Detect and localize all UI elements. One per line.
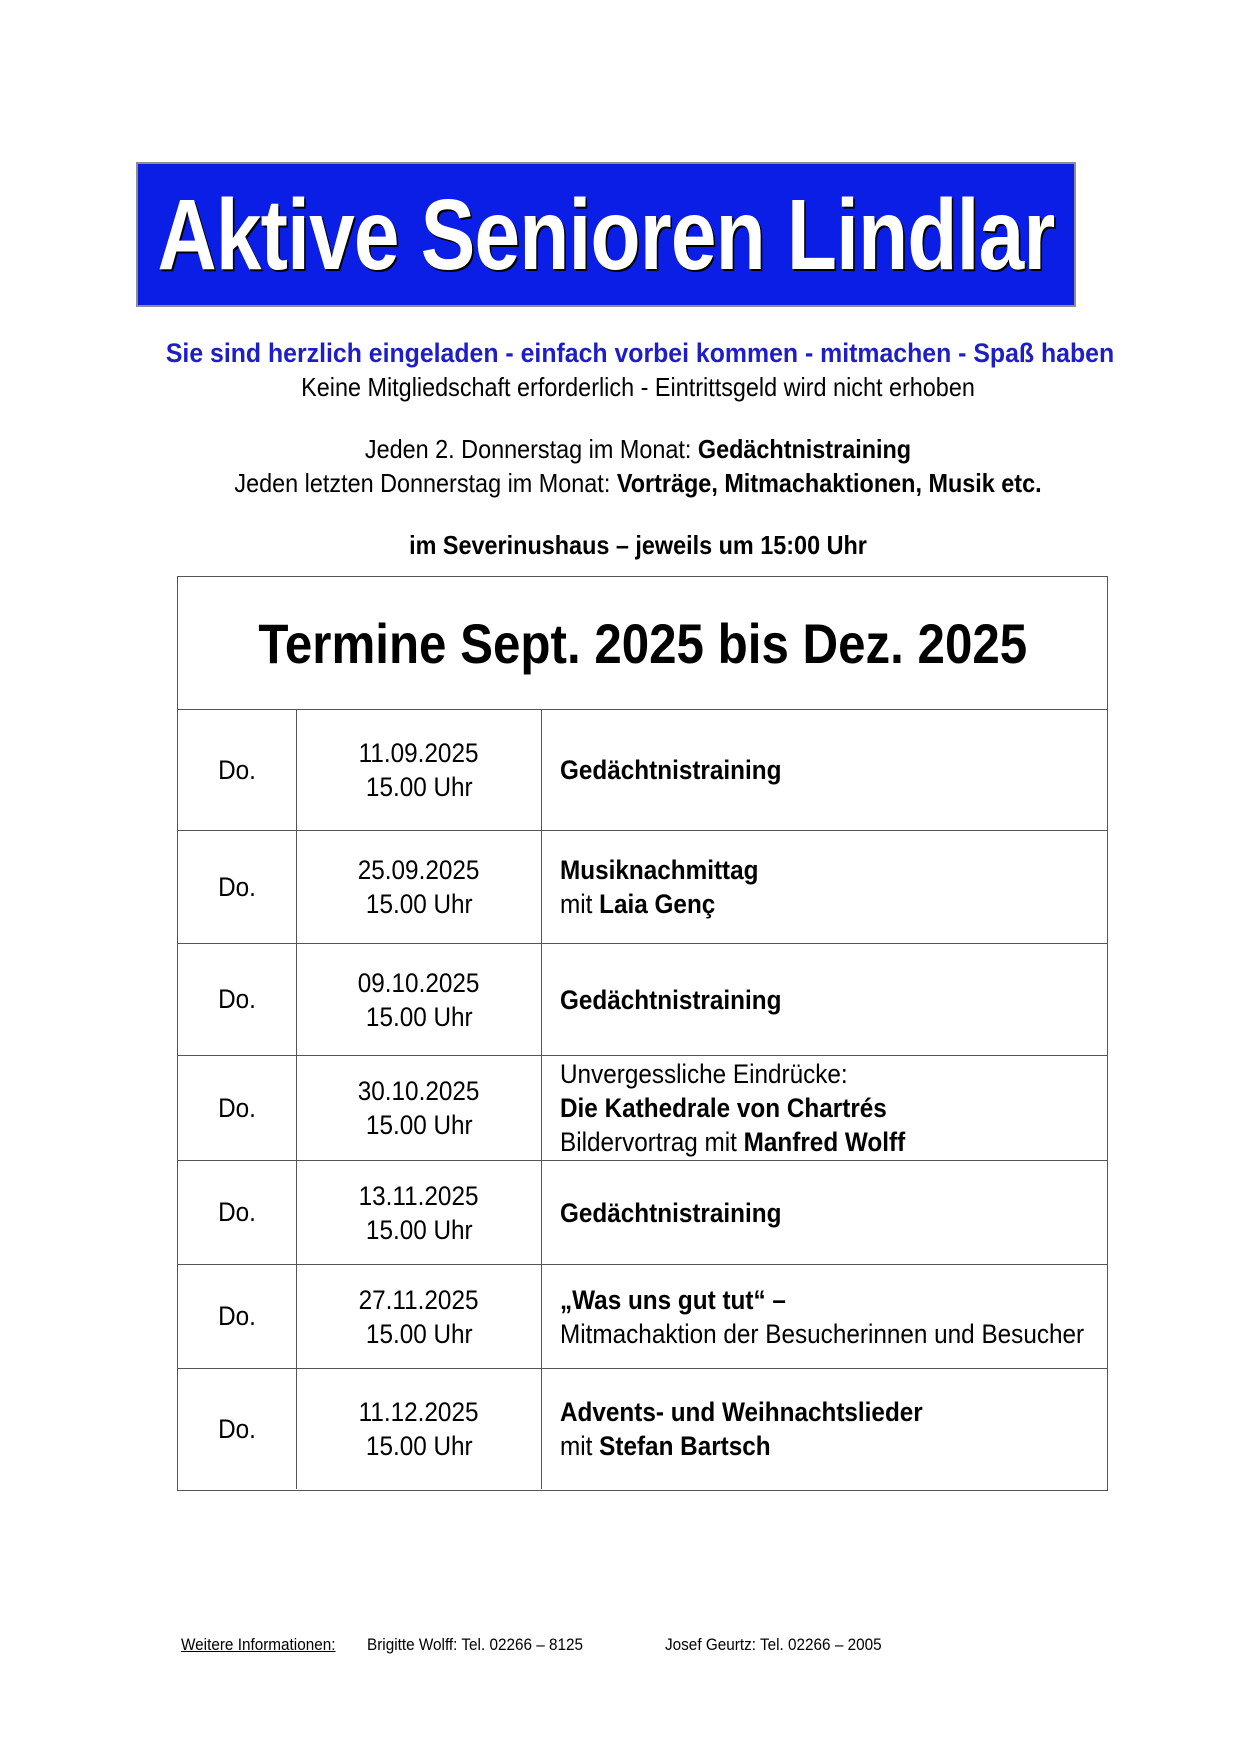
- table-row: [178, 1265, 1107, 1369]
- date-cell: [297, 1161, 542, 1264]
- date-cell: [297, 1265, 542, 1368]
- event-cell: [542, 710, 1107, 830]
- event-cell: [542, 831, 1107, 943]
- footer-contact-2: Josef Geurtz: Tel. 02266 – 2005: [665, 1635, 882, 1654]
- schedule-1-prefix: Jeden 2. Donnerstag im Monat:: [364, 434, 698, 464]
- day-label: Do.: [218, 1092, 256, 1123]
- schedule-line-2: [80, 467, 1196, 499]
- table-header: [178, 577, 1107, 710]
- day-cell: [178, 1056, 297, 1160]
- day-cell: [178, 710, 297, 830]
- date-label: 09.10.2025: [358, 967, 480, 998]
- banner-title: Aktive Senioren Lindlar: [157, 178, 1055, 291]
- event-performer: Stefan Bartsch: [599, 1431, 771, 1461]
- date-cell: [297, 1056, 542, 1160]
- table-row: [178, 1161, 1107, 1265]
- event-performer: Manfred Wolff: [743, 1127, 906, 1157]
- table-row: [178, 944, 1107, 1056]
- day-label: Do.: [218, 1197, 256, 1227]
- event-detail: Bildervortrag mit: [560, 1127, 744, 1157]
- event-cell: [542, 1369, 1107, 1489]
- day-label: Do.: [218, 754, 256, 785]
- event-title: Gedächtnistraining: [560, 984, 782, 1015]
- time-label: 15.00 Uhr: [365, 1110, 473, 1140]
- time-label: 15.00 Uhr: [365, 1001, 473, 1032]
- event-title: „Was uns gut tut“ –: [560, 1284, 786, 1315]
- event-performer: Laia Genç: [599, 889, 716, 919]
- date-cell: [297, 831, 542, 943]
- schedule-line-1: [80, 433, 1196, 465]
- event-cell: [542, 1265, 1107, 1368]
- event-detail: mit: [560, 1431, 600, 1461]
- date-label: 27.11.2025: [359, 1284, 479, 1315]
- event-cell: [542, 1161, 1107, 1264]
- event-title: Die Kathedrale von Chartrés: [560, 1093, 887, 1123]
- table-row: [178, 1369, 1107, 1489]
- location-line: im Severinushaus – jeweils um 15:00 Uhr: [409, 530, 867, 560]
- event-title: Musiknachmittag: [560, 855, 759, 885]
- schedule-2-prefix: Jeden letzten Donnerstag im Monat:: [234, 468, 617, 498]
- day-cell: [178, 944, 297, 1055]
- table-row: [178, 710, 1107, 831]
- event-title: Gedächtnistraining: [560, 1197, 782, 1228]
- event-detail: Mitmachaktion der Besucherinnen und Besucher: [560, 1318, 1085, 1349]
- day-label: Do.: [218, 1413, 256, 1444]
- date-cell: [297, 944, 542, 1055]
- date-label: 11.09.2025: [359, 738, 479, 768]
- events-table: [177, 576, 1108, 1491]
- day-cell: [178, 831, 297, 943]
- invitation-line: Sie sind herzlich eingeladen - einfach vorbei kommen - mitmachen - Spaß haben: [165, 338, 1115, 368]
- footer-contact-1: Brigitte Wolff: Tel. 02266 – 8125: [367, 1635, 584, 1654]
- time-label: 15.00 Uhr: [365, 772, 473, 802]
- time-label: 15.00 Uhr: [365, 1318, 473, 1349]
- event-intro: Unvergessliche Eindrücke:: [560, 1059, 848, 1089]
- date-cell: [297, 1369, 542, 1489]
- date-cell: [297, 710, 542, 830]
- table-row: [178, 831, 1107, 944]
- day-label: Do.: [218, 871, 256, 902]
- day-cell: [178, 1161, 297, 1264]
- schedule-2-event: Vorträge, Mitmachaktionen, Musik etc.: [616, 468, 1042, 498]
- event-detail: mit: [560, 889, 600, 919]
- date-label: 11.12.2025: [359, 1397, 479, 1427]
- event-title: Gedächtnistraining: [560, 755, 782, 785]
- time-label: 15.00 Uhr: [365, 1431, 473, 1461]
- table-title: Termine Sept. 2025 bis Dez. 2025: [258, 611, 1027, 675]
- no-membership-line: Keine Mitgliedschaft erforderlich - Eintrittsgeld wird nicht erhoben: [301, 372, 975, 402]
- footer-info-label: Weitere Informationen:: [181, 1635, 336, 1654]
- day-cell: [178, 1265, 297, 1368]
- schedule-1-event: Gedächtnistraining: [697, 434, 912, 464]
- day-label: Do.: [218, 984, 256, 1014]
- title-banner: [136, 162, 1076, 307]
- day-cell: [178, 1369, 297, 1489]
- event-cell: [542, 1056, 1107, 1160]
- event-cell: [542, 944, 1107, 1055]
- table-row: [178, 1056, 1107, 1161]
- time-label: 15.00 Uhr: [365, 889, 473, 919]
- date-label: 13.11.2025: [359, 1180, 479, 1211]
- time-label: 15.00 Uhr: [365, 1214, 473, 1245]
- date-label: 25.09.2025: [358, 855, 480, 885]
- event-title: Advents- und Weihnachtslieder: [560, 1397, 923, 1427]
- day-label: Do.: [218, 1301, 256, 1331]
- date-label: 30.10.2025: [358, 1076, 480, 1106]
